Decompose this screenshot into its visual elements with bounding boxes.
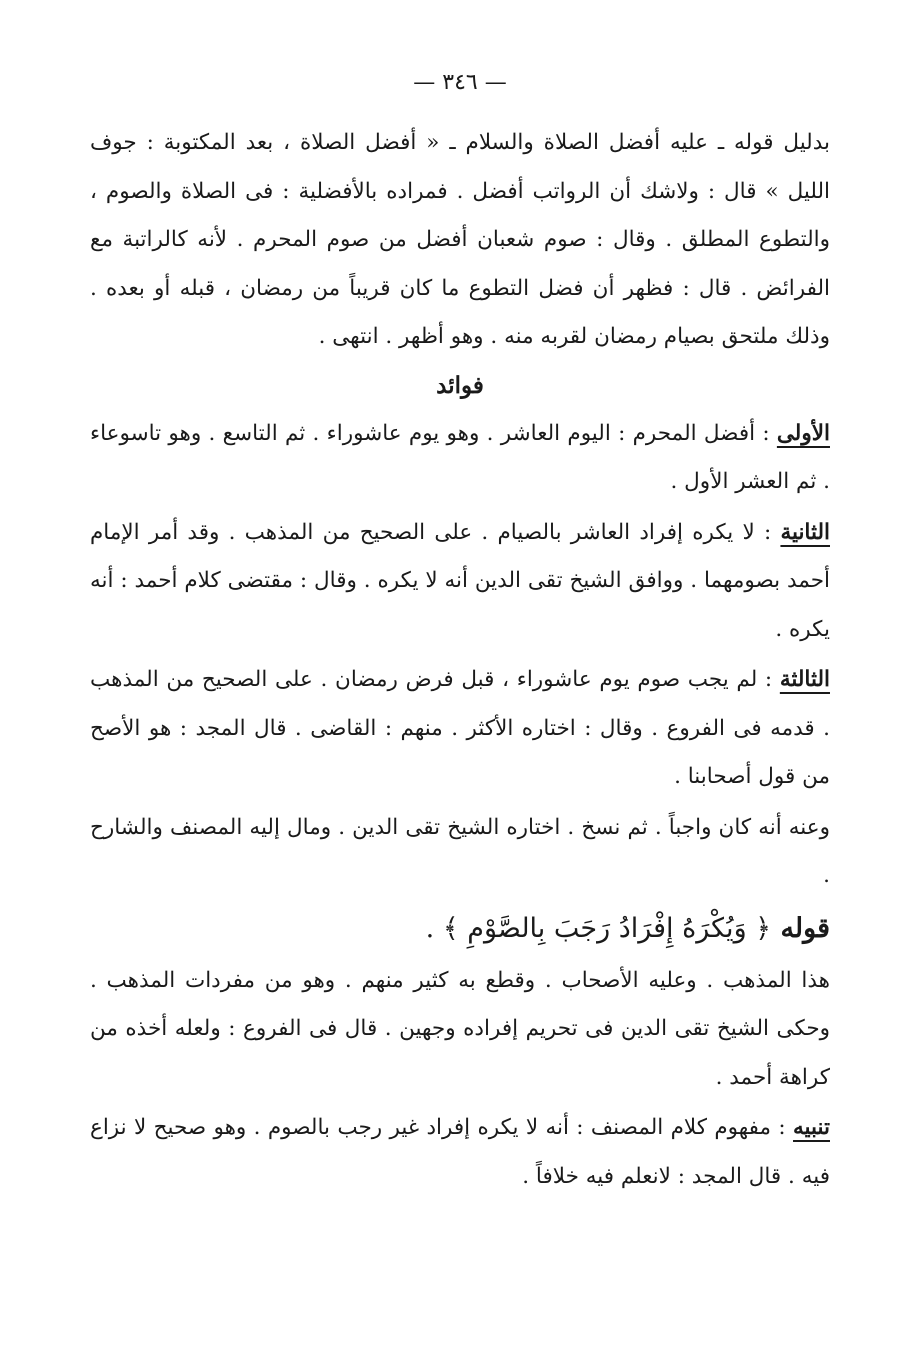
fawaid-item-1-label: الأولى <box>776 420 830 446</box>
section-heading-fawaid: فوائد <box>436 371 484 399</box>
fawaid-item-2-text: : لا يكره إفراد العاشر بالصيام . على الصحيح من المذهب . وقد أمر الإمام أحمد بصومهما . ووافق الشيخ تقى الدين أنه لا يكره . وقال : مقتضى كلام أحمد : أنه يكره . <box>90 519 830 642</box>
fawaid-item-2 <box>90 509 830 655</box>
fawaid-item-1 <box>90 410 830 507</box>
page-number: — ٣٤٦ — <box>413 70 507 95</box>
fawaid-item-3-text: : لم يجب صوم يوم عاشوراء ، قبل فرض رمضان . على الصحيح من المذهب . قدمه فى الفروع . وقال : اختاره الأكثر . منهم : القاضى . قال المجد : هو الأصح من قول أصحابنا . <box>90 667 830 789</box>
quote-text: ﴿ وَيُكْرَهُ إِفْرَادُ رَجَبَ بِالصَّوْمِ ﴾ . <box>425 912 772 944</box>
fawaid-item-3 <box>90 656 830 802</box>
tanbih-paragraph <box>90 1104 830 1201</box>
intro-paragraph: بدليل قوله ـ عليه أفضل الصلاة والسلام ـ « أفضل الصلاة ، بعد المكتوبة : جوف الليل » قال : ولاشك أن الرواتب أفضل . فمراده بالأفضلية : فى الصلاة والصوم ، والتطوع المطلق . وقال : صوم شعبان أفضل من صوم المحرم . لأنه كالراتبة مع الفرائض . قال : فظهر أن فضل التطوع ما كان قريباً من رمضان ، قبله أو بعده . وذلك ملتحق بصيام رمضان لقربه منه . وهو أظهر . انتهى . <box>90 130 830 349</box>
fawaid-item-2-label: الثانية <box>780 519 830 545</box>
tanbih-text: : مفهوم كلام المصنف : أنه لا يكره إفراد غير رجب بالصوم . وهو صحيح لا نزاع فيه . قال المجد : لانعلم فيه خلافاً . <box>90 1115 830 1189</box>
wa-anhu-paragraph: وعنه أنه كان واجباً . ثم نسخ . اختاره الشيخ تقى الدين . ومال إليه المصنف والشارح . <box>90 814 830 888</box>
quote-label: قوله <box>780 912 830 944</box>
tanbih-label: تنبيه <box>793 1115 830 1140</box>
document-page <box>90 70 830 1201</box>
commentary-paragraph: هذا المذهب . وعليه الأصحاب . وقطع به كثير منهم . وهو من مفردات المذهب . وحكى الشيخ تقى الدين فى تحريم إفراده وجهين . قال فى الفروع : ولعله أخذه من كراهة أحمد . <box>90 967 830 1090</box>
fawaid-item-1-text: : أفضل المحرم : اليوم العاشر . وهو يوم عاشوراء . ثم التاسع . وهو تاسوعاء . ثم العشر الأول . <box>90 420 830 494</box>
fawaid-item-3-label: الثالثة <box>779 667 830 692</box>
quote-line <box>90 901 830 957</box>
